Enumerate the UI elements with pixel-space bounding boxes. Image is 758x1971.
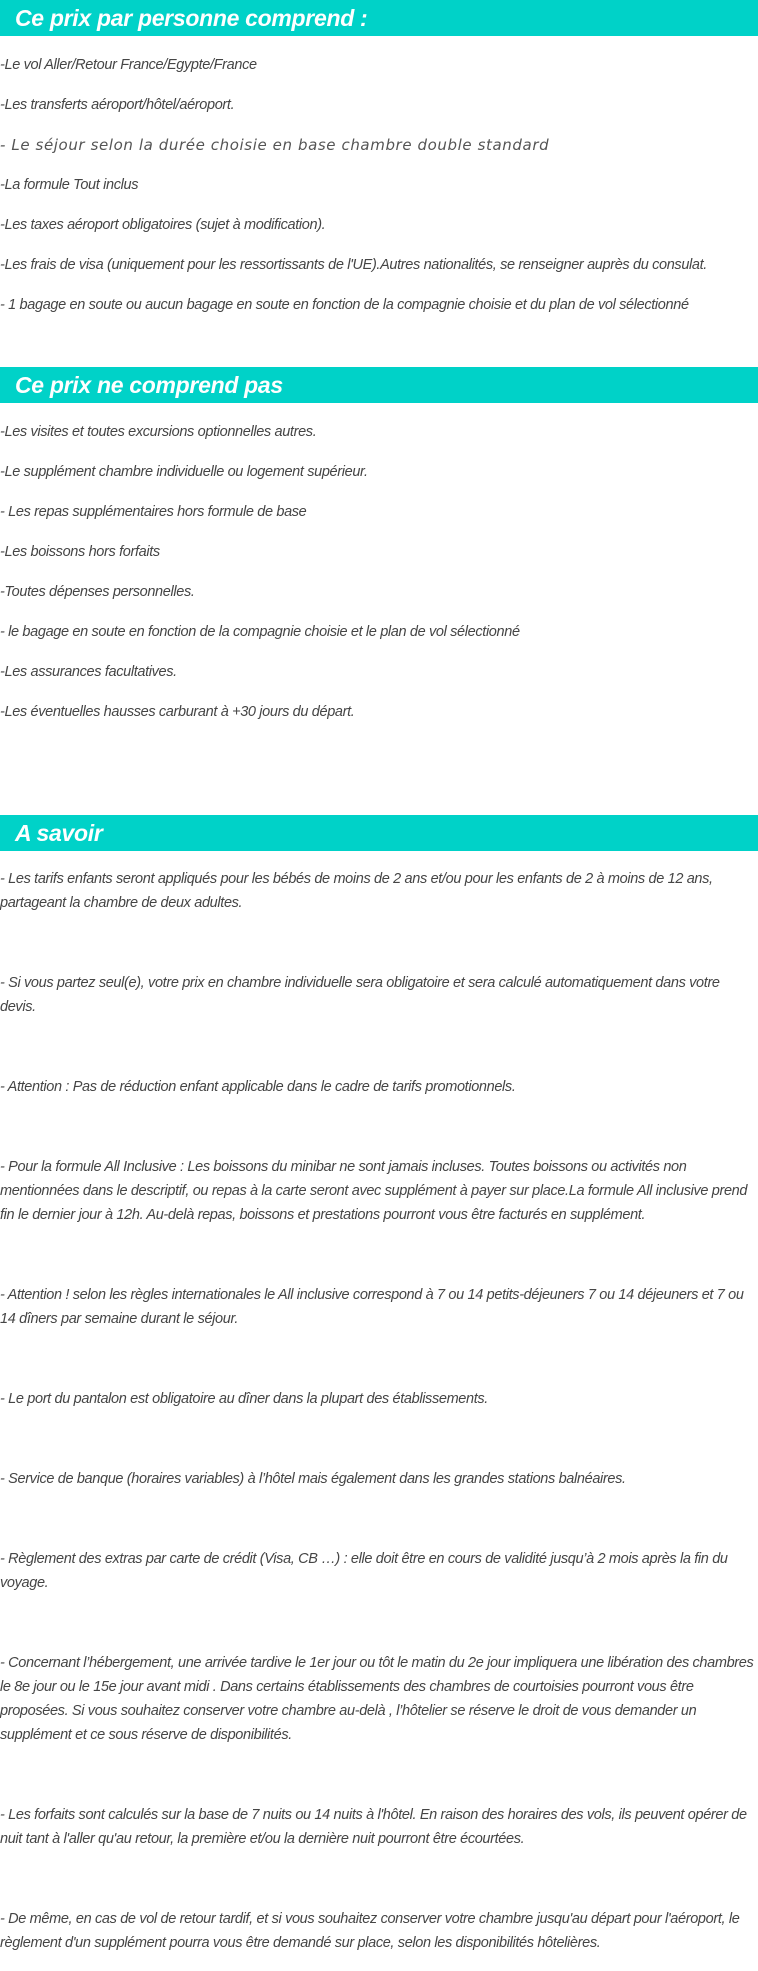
not-included-item: -Les assurances facultatives. [0,664,177,680]
not-included-item: -Toutes dépenses personnelles. [0,584,195,600]
info-paragraph: - Attention : Pas de réduction enfant applicable dans le cadre de tarifs promotionnels. [0,1079,516,1095]
info-paragraph: - Les tarifs enfants seront appliqués pour les bébés de moins de 2 ans et/ou pour les enfants de 2 à moins de 12 ans, partageant la chambre de deux adultes. [0,871,713,911]
included-item: -Les taxes aéroport obligatoires (sujet à modification). [0,217,326,233]
info-paragraph: - Concernant l’hébergement, une arrivée tardive le 1er jour ou tôt le matin du 2e jour impliquera une libération des chambres le 8e jour ou le 15e jour avant midi . Dans certains établissements des chambres de courtoisies pourront vous être proposées. Si vous souhaitez conserver votre chambre au-delà , l’hôtelier se réserve le droit de vous demander un supplément et ce sous réserve de disponibilités. [0,1655,754,1743]
section-header-a-savoir: A savoir [0,815,758,851]
included-item: - Le séjour selon la durée choisie en base chambre double standard [0,136,550,154]
info-paragraph: - Règlement des extras par carte de crédit (Visa, CB …) : elle doit être en cours de validité jusqu’à 2 mois après la fin du voyage. [0,1551,728,1591]
not-included-item: -Les visites et toutes excursions optionnelles autres. [0,424,317,440]
info-paragraph: - Les forfaits sont calculés sur la base de 7 nuits ou 14 nuits à l'hôtel. En raison des horaires des vols, ils peuvent opérer de nuit tant à l'aller qu'au retour, la première et/ou la dernière nuit pourront être écourtées. [0,1807,747,1847]
included-item: -La formule Tout inclus [0,177,139,193]
included-item: -Les frais de visa (uniquement pour les ressortissants de l'UE).Autres nationalités, se renseigner auprès du consulat. [0,257,707,273]
info-paragraph: - Si vous partez seul(e), votre prix en chambre individuelle sera obligatoire et sera calculé automatiquement dans votre devis. [0,975,720,1015]
info-paragraph: - Le port du pantalon est obligatoire au dîner dans la plupart des établissements. [0,1391,488,1407]
info-paragraph: - De même, en cas de vol de retour tardif, et si vous souhaitez conserver votre chambre jusqu'au départ pour l'aéroport, le règlement d'un supplément pourra vous être demandé sur place, selon les disponibilités hôtelières. [0,1911,740,1951]
not-included-item: - le bagage en soute en fonction de la compagnie choisie et le plan de vol sélectionné [0,624,520,640]
included-item: -Les transferts aéroport/hôtel/aéroport. [0,97,235,113]
info-paragraph: - Attention ! selon les règles internationales le All inclusive correspond à 7 ou 14 petits-déjeuners 7 ou 14 déjeuners et 7 ou 14 dîners par semaine durant le séjour. [0,1287,744,1327]
not-included-item: -Le supplément chambre individuelle ou logement supérieur. [0,464,368,480]
info-paragraph: - Pour la formule All Inclusive : Les boissons du minibar ne sont jamais incluses. Toutes boissons ou activités non mentionnées dans le descriptif, ou repas à la carte seront avec supplément à payer sur place.La formule All inclusive prend fin le dernier jour à 12h. Au-delà repas, boissons et prestations pourront vous être facturés en supplément. [0,1159,748,1223]
info-paragraph: - Service de banque (horaires variables) à l’hôtel mais également dans les grandes stations balnéaires. [0,1471,626,1487]
section-header-not-included: Ce prix ne comprend pas [0,367,758,403]
not-included-item: - Les repas supplémentaires hors formule de base [0,504,307,520]
not-included-item: -Les boissons hors forfaits [0,544,160,560]
not-included-item: -Les éventuelles hausses carburant à +30 jours du départ. [0,704,355,720]
included-item: -Le vol Aller/Retour France/Egypte/France [0,57,257,73]
included-item: - 1 bagage en soute ou aucun bagage en soute en fonction de la compagnie choisie et du plan de vol sélectionné [0,297,689,313]
section-header-included: Ce prix par personne comprend : [0,0,758,36]
